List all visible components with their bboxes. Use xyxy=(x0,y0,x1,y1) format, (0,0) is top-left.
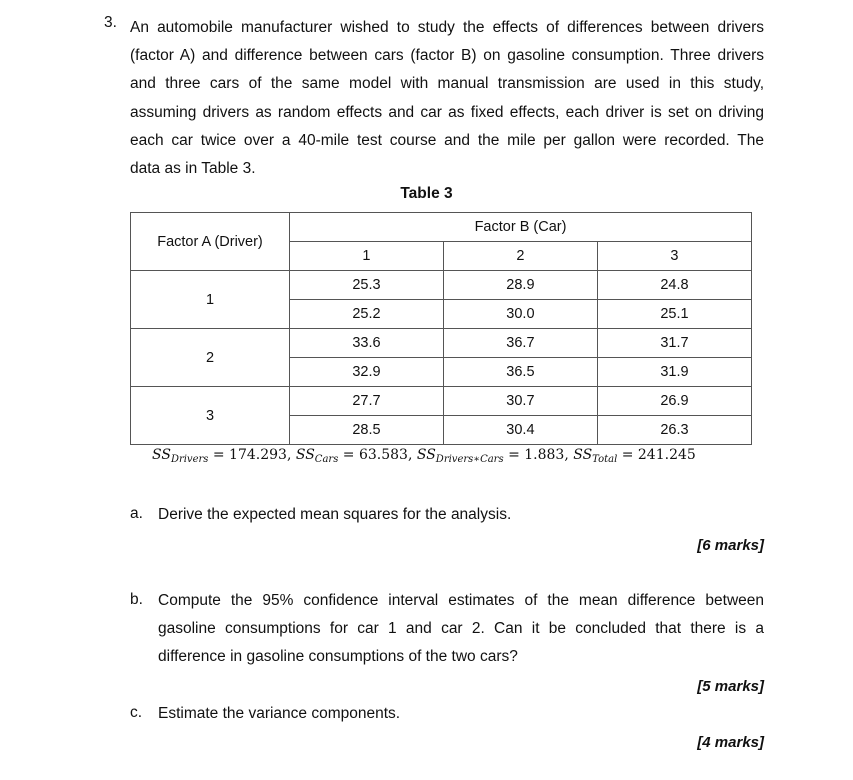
table-cell: 27.7 xyxy=(290,387,444,416)
table-cell: 30.4 xyxy=(443,416,597,445)
table-cell: 36.5 xyxy=(443,358,597,387)
driver-label: 1 xyxy=(131,271,290,329)
table-cell: 30.0 xyxy=(443,300,597,329)
part-a-text xyxy=(158,501,764,529)
table-cell: 28.5 xyxy=(290,416,444,445)
table-cell: 26.9 xyxy=(597,387,751,416)
ss-value: = 174.293, xyxy=(212,447,292,463)
part-c-text xyxy=(158,700,764,728)
table-title: Table 3 xyxy=(400,185,453,202)
driver-label: 3 xyxy=(131,387,290,445)
car-level-header: 1 xyxy=(290,242,444,271)
part-b-line: Compute the 95% confidence interval estimates of the mean difference between xyxy=(158,592,764,609)
part-a-label: a. xyxy=(130,505,143,522)
ss-value: = 241.245 xyxy=(621,447,696,463)
question-line: each car twice over a 40-mile test course and the mile per gallon were recorded. The xyxy=(130,131,764,149)
part-c-marks: [4 marks] xyxy=(697,734,764,751)
ss-subscript: Drivers∗Cars xyxy=(435,454,504,465)
factor-a-header: Factor A (Driver) xyxy=(131,213,290,271)
part-b-line: difference in gasoline consumptions of the two cars? xyxy=(158,648,518,666)
table-cell: 28.9 xyxy=(443,271,597,300)
question-line: An automobile manufacturer wished to study the effects of differences between drivers xyxy=(130,19,764,36)
driver-label: 2 xyxy=(131,329,290,387)
part-b-label: b. xyxy=(130,591,143,608)
part-c-line: Estimate the variance components. xyxy=(158,705,401,722)
part-a-line: Derive the expected mean squares for the analysis. xyxy=(158,506,512,523)
car-level-header: 2 xyxy=(443,242,597,271)
table-cell: 30.7 xyxy=(443,387,597,416)
ss-subscript: Drivers xyxy=(170,454,209,465)
question-line: data as in Table 3. xyxy=(130,160,256,178)
table-cell: 25.2 xyxy=(290,300,444,329)
ss-symbol: SS xyxy=(573,447,593,463)
question-number: 3. xyxy=(104,14,117,31)
ss-symbol: SS xyxy=(295,447,315,463)
table-cell: 32.9 xyxy=(290,358,444,387)
data-table xyxy=(130,212,752,445)
question-line: assuming drivers as random effects and car as fixed effects, each driver is set on driving xyxy=(130,103,764,121)
question-text xyxy=(130,14,764,183)
car-level-header: 3 xyxy=(597,242,751,271)
table-cell: 36.7 xyxy=(443,329,597,358)
ss-value: = 1.883, xyxy=(508,447,569,463)
part-b-line: gasoline consumptions for car 1 and car 2. Can it be concluded that there is a xyxy=(158,620,764,638)
table-cell: 31.7 xyxy=(597,329,751,358)
sums-of-squares xyxy=(152,447,696,465)
ss-subscript: Cars xyxy=(314,454,339,465)
table-cell: 25.1 xyxy=(597,300,751,329)
table-cell: 24.8 xyxy=(597,271,751,300)
part-c-label: c. xyxy=(130,704,143,721)
ss-subscript: Total xyxy=(592,454,618,465)
factor-b-header: Factor B (Car) xyxy=(290,213,752,242)
part-b-text xyxy=(158,587,764,672)
part-a-marks: [6 marks] xyxy=(697,537,764,554)
part-b-marks: [5 marks] xyxy=(697,678,764,695)
question-line: and three cars of the same model with manual transmission are used in this study, xyxy=(130,75,764,93)
ss-symbol: SS xyxy=(152,447,171,463)
table-cell: 26.3 xyxy=(597,416,751,445)
table-cell: 33.6 xyxy=(290,329,444,358)
ss-symbol: SS xyxy=(416,447,436,463)
question-line: (factor A) and difference between cars (factor B) on gasoline consumption. Three drivers xyxy=(130,47,764,65)
ss-value: = 63.583, xyxy=(342,447,413,463)
table-cell: 25.3 xyxy=(290,271,444,300)
table-cell: 31.9 xyxy=(597,358,751,387)
